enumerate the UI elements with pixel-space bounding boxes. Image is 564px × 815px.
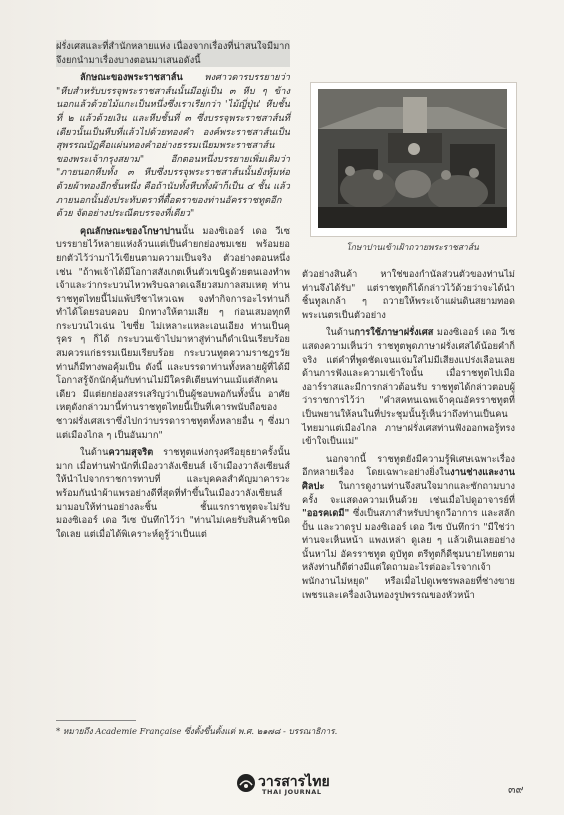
heading-honesty: ความสุจริต xyxy=(108,447,154,459)
intro-paragraph: ฝรั่งเศสและที่สำนักหลายแห่ง เนื่องจากเรื่องที่น่าสนใจมีมาก จึงยกนำมาเรื่องบางตอนมาเสนอดังนี้ xyxy=(56,41,290,66)
text-royal-letter: พงศาวดารบรรยายว่า "หีบสำหรับบรรจุพระราชสาส์นนั้นมีอยู่เป็น ๓ หีบ ๆ ข้างนอกแล้วด้วยไม้แกะเป็นหนึ่งซึ่งเราเรียกว่า 'ไม้ญี่ปุ่น' หีบชั้นที่ ๒ แล้วด้วยเงิน และหีบชั้นที่ ๓ ซึ่งบรรจุพระราชสาส์นที่เดียวนั้นเป็นหีบที่แล้วไปด้วยทองคำ องค์พระราชสาส์นเป็นสุพรรณบัฏคือแผ่นทองคำอย่างธรรมเนียมพระราชสาส์นของพระเจ้ากรุงสยาม" อีกตอนหนึ่งบรรยายเพิ่มเติมว่า "ภายนอกหีบทั้ง ๓ หีบซึ่งบรรจุพระราชสาส์นนั้นยังหุ้มห่อด้วยผ้าทองอีกชั้นหนึ่ง คือถ้านับทั้งหีบทั้งผ้าก็เป็น ๔ ชั้น แล้วภายนอกนั้นยังประทับตราที่ดื้อตราของท่านอัครราชทูตอีกด้วย จัดอย่างประณีตบรรจงที่เดียว" xyxy=(56,72,290,220)
paragraph-kosa-pan-qualities xyxy=(56,225,290,443)
journal-subtitle: THAI JOURNAL xyxy=(262,788,322,796)
painting-caption: โกษาปานเข้าเฝ้าถวายพระราชสาส์น xyxy=(346,243,479,253)
footnote-divider xyxy=(56,720,136,721)
text-french-language: มองซิเออร์ เดอ วีเซ แสดงความเห็นว่า ราชทูตพูดภาษาฝรั่งเศสได้น้อยคำก็จริง แต่คำที่พูดชัดเจนแจ่มใสไม่มีเสียงแปร่งเลือนเลย ด้านการฟังและความเข้าใจนั้น เมื่อราชทูตไปเมืองอาร์ราสและมีการกล่าวต้อนรับ ราชทูตได้กล่าวตอบผู้ว่าราชการไว้ว่า "คำสคทนเฉพเจ้าคุณอัครราชทูตที่เป็นพยานให้ลนในที่ประชุมนั้นรู้เห็นว่าถึงท่านเป็นคนไทยมาแต่เมืองไกล ภาษาฝรั่งเศสท่านฟังออกพอรู้ทรงเข้าใจเป็นแม่" xyxy=(302,327,515,448)
text-arts: ในการดูงานท่านจึงสนใจมากและซักถามบางครั้ง จะแสดงความเห็นด้วย เช่นเมื่อไปดูอาจารย์ที่ xyxy=(302,480,515,506)
heading-arts: งานช่างและงานศิลปะ xyxy=(302,467,515,492)
paragraph-royal-letter xyxy=(56,71,290,221)
journal-title: วารสารไทย xyxy=(258,774,330,790)
painting-illustration xyxy=(318,89,507,228)
page-number: ๓๙ xyxy=(508,783,524,796)
lead-french-language: ในด้าน xyxy=(326,327,355,339)
heading-kosa-pan-qualities: คุณลักษณะของโกษาปาน xyxy=(80,225,182,237)
quote-academie: "ออรคเดมี" xyxy=(302,508,350,520)
text-arts-continued: ซึ่งเป็นสภาสำหรับปาฐูกวีอาการ และสลัก ปั้น และวาดรูป มองซิเออร์ เดอ วีเซ บันทึกว่า "มีใช่ว่า ท่านจะเห็นหน้า แพงเหล่า ดูเลย ๆ แล้วเดินเลยอย่างนั้นหาไม่ อัครราชทูต ดูบัทูต ตรีทูตก็ดีชุมนายไทยตามหลังท่านก็ดีต่างมีแต่ใดถามอะไรต่ออะไรจากเจ้าพนักงานไม่หยุด" หรือเมื่อไปดูเพชรพลอยที่ช่างขายเพชรและเครื่องเงินทองรูปพรรณของหัวหน้า xyxy=(302,508,515,601)
paragraph-french-language xyxy=(302,326,515,448)
paragraph-honesty xyxy=(56,446,290,541)
text-honesty: ราชทูตแห่งกรุงศรีอยุธยาครั้งนั้นมาก เมื่อท่านพำนักที่เมืองวาลังเซียนส์ เจ้าเมืองวาลังเซียนส์ให้นำไปจากราชการทาบที่ และบุคคลสำคัญมาคารวะ พร้อมกันนำผ้าแพรอย่างดีที่สุดที่ทำขึ้นในเมืองวาลังเซียนส์มามอบให้ท่านอย่างละชิ้น ชั้นแรกราชทูตจะไม่รับ มองซิเออร์ เดอ วีเซ บันทึกไว้ว่า "ท่านไม่เคยรับสินค้าชนิดใดเลย แต่เมื่อได้พิเคราะห์ดูรู้ว่าเป็นแต่ xyxy=(56,447,290,540)
painting-image xyxy=(318,89,507,228)
right-column xyxy=(302,268,515,602)
lead-arts: นอกจากนี้ ราชทูตยังมีความรู้พิเศษเฉพาะเรื่องอีกหลายเรื่อง โดยเฉพาะอย่างยิ่งใน xyxy=(302,453,515,479)
paragraph-samples: ตัวอย่างสินค้า หาใช่ของกำนัลส่วนตัวของท่านไม่ ท่านจึงได้รับ" แต่ราชทูตก็ได้กล่าวไว้ด้วยว่าจะได้นำชิ้นทูลเกล้า ๆ ถวายให้พระเจ้าแผ่นดินสยามทอดพระเนตรเป็นตัวอย่าง xyxy=(302,269,515,321)
left-column xyxy=(56,40,290,541)
painting-figure xyxy=(310,82,517,237)
lead-honesty: ในด้าน xyxy=(80,447,109,459)
footnote: * หมายถึง Academie Française ซึ่งตั้งขึ้นตั้งแต่ พ.ศ. ๒๑๗๘ - บรรณาธิการ. xyxy=(56,726,338,736)
heading-royal-letter: ลักษณะของพระราชสาส์น xyxy=(80,72,183,84)
journal-emblem-icon xyxy=(236,773,256,793)
journal-logo xyxy=(236,771,346,799)
text-kosa-pan-qualities: นั้น มองซิเออร์ เดอ วีเซ บรรยายไว้หลายแห่งล้วนแต่เป็นคำยกย่องชมเชย พร้อมยอยกตัวไว้ว่ามาไว้เขียนตามความเป็นจริง ตัวอย่างตอนหนึ่งเช่น "ถ้าพเจ้าได้มีโอกาสสังเกตเห็นตัวเขนิฐด้วยตนเองทำพเจ้าและว่ากระบวนไหวพริบฉลาดเฉลียวสมกาลสมเหตุ ท่านราชทูตไทยนี้ไม่แพ้ปรีชาไหวเฉพ จงทำกิจการอะไรท่านก็ทำได้โดยรอบคอบ มิกทางให้ตามเสีย ๆ ก่อนเสมอทุกที กระบวนไวเฉ่น ไขซี่ย ไม่เหลาะแหละเอนเอียง ท่านเป็นคุรุคร ๆ ก็ได้ กระบวนเข้าไปมาหาสู่ท่านก็ดำเนินเรียบร้อยสมควรแก่ธรรมเนียมเรียบร้อย กระบวนทูตความราชฎรวัยท่านก็มีทางพอคุ้มเป็น ดังนี้ และบรรดาท่านทั้งหลายผู้ที่ได้มีโอกาสรู้จักนักคุ้นกับท่านไม่มีใครติเตียนท่านแม้แต่สักคนเดียว มีแต่ยกย่องสรรเสริญว่าเป็นผู้ชอบพอกันทั้งนั้น อาศัยเหตุดังกล่าวมานี้ท่านราชทูตไทยนี้เป็นที่เคารพนับถือของชาวฝรั่งเศสเราซึ่งไปกว่าบรรดาราชทูตทั้งหลายอื่น ๆ ซึ่งมาแต่เมืองไกล ๆ เป็นอันมาก" xyxy=(56,225,290,441)
paragraph-arts xyxy=(302,453,515,603)
heading-french-language: การใช้ภาษาฝรั่งเศส xyxy=(354,327,434,339)
